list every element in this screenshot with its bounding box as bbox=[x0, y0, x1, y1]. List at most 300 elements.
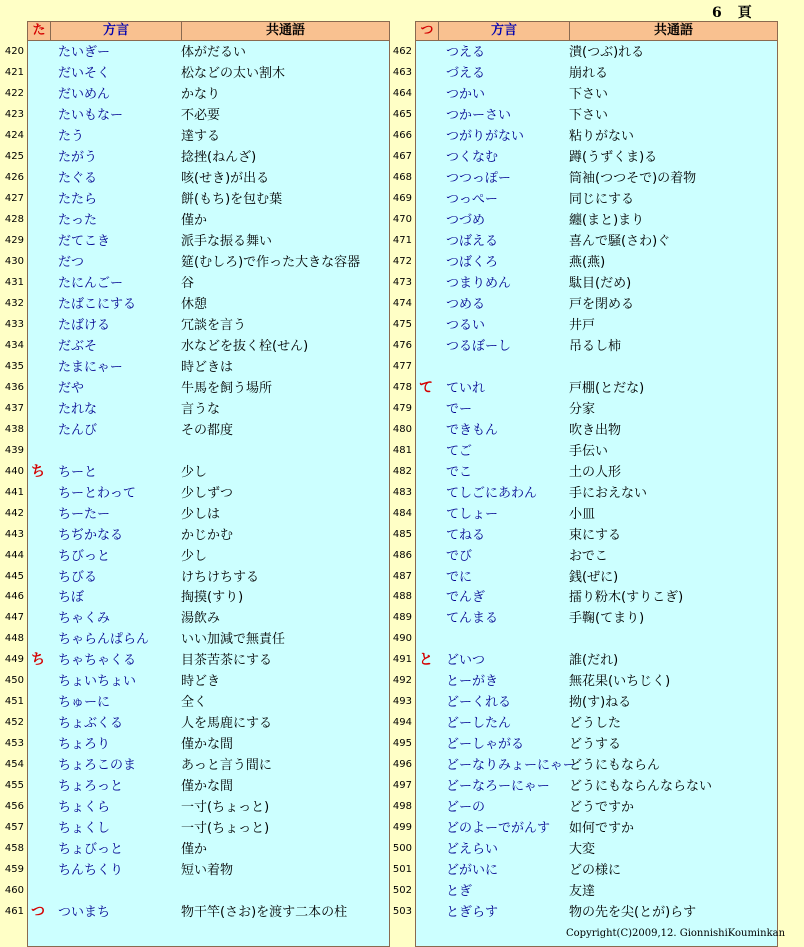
row-number: 458 bbox=[4, 843, 24, 855]
row-standard: 僅か bbox=[181, 212, 208, 228]
row-standard: 戸棚(とだな) bbox=[569, 380, 645, 396]
row-dialect: とーがき bbox=[446, 674, 499, 690]
row-dialect: つづめ bbox=[446, 212, 486, 228]
table-row bbox=[27, 168, 390, 189]
table-row bbox=[415, 42, 778, 63]
row-number: 449 bbox=[4, 654, 24, 666]
table-row bbox=[27, 671, 390, 692]
row-number: 471 bbox=[392, 234, 412, 246]
row-standard: 言うな bbox=[181, 401, 221, 417]
row-number: 485 bbox=[392, 528, 412, 540]
row-standard: 少し bbox=[181, 464, 208, 480]
row-number: 468 bbox=[392, 171, 412, 183]
table-row bbox=[27, 818, 390, 839]
row-number: 453 bbox=[4, 738, 24, 750]
row-standard: 銭(ぜに) bbox=[569, 569, 619, 585]
table-row bbox=[27, 399, 390, 420]
row-number: 491 bbox=[392, 654, 412, 666]
row-standard: 駄目(だめ) bbox=[569, 275, 632, 291]
table-row bbox=[27, 336, 390, 357]
table-row bbox=[415, 818, 778, 839]
row-standard: 松などの太い割木 bbox=[181, 65, 286, 81]
row-number: 444 bbox=[4, 549, 24, 561]
row-standard: 人を馬鹿にする bbox=[181, 716, 273, 732]
row-dialect: ちゅーに bbox=[58, 695, 111, 711]
row-standard: 咳(せき)が出る bbox=[181, 170, 270, 186]
row-number: 462 bbox=[392, 46, 412, 57]
row-dialect: つえる bbox=[446, 45, 486, 60]
row-number: 467 bbox=[392, 150, 412, 162]
table-row bbox=[27, 420, 390, 441]
row-kana: つ bbox=[31, 904, 45, 921]
row-standard: 誰(だれ) bbox=[569, 653, 619, 669]
table-row bbox=[27, 692, 390, 713]
table-row bbox=[415, 210, 778, 231]
row-dialect: ちょろこのま bbox=[58, 758, 137, 774]
table-row bbox=[27, 294, 390, 315]
table-row bbox=[27, 504, 390, 525]
row-standard: 少しずつ bbox=[181, 485, 234, 501]
row-dialect: だいそく bbox=[58, 65, 111, 81]
row-number: 437 bbox=[4, 402, 24, 414]
table-row bbox=[415, 462, 778, 483]
row-dialect: たばける bbox=[58, 317, 111, 333]
row-standard: かじかむ bbox=[181, 527, 234, 543]
table-row bbox=[27, 567, 390, 588]
row-number: 425 bbox=[4, 150, 24, 162]
row-standard: 手伝い bbox=[569, 443, 609, 459]
table-row bbox=[415, 399, 778, 420]
row-standard: あっと言う間に bbox=[181, 758, 272, 774]
row-standard: どの様に bbox=[569, 863, 622, 879]
row-number: 502 bbox=[392, 885, 412, 897]
row-standard: 目茶苦茶にする bbox=[181, 653, 273, 669]
row-standard: 小皿 bbox=[569, 506, 596, 522]
table-row bbox=[27, 441, 390, 462]
row-dialect: ちゃくみ bbox=[58, 611, 111, 627]
row-standard: 筒袖(つつそで)の着物 bbox=[569, 170, 697, 186]
row-number: 439 bbox=[4, 444, 24, 456]
row-number: 452 bbox=[4, 717, 24, 729]
right-header-dialect: 方言 bbox=[439, 22, 570, 40]
table-row bbox=[27, 231, 390, 252]
row-standard: 井戸 bbox=[569, 317, 596, 333]
row-standard: 擂り粉木(すりこぎ) bbox=[569, 590, 684, 606]
row-dialect: たう bbox=[58, 128, 85, 144]
row-dialect: ちょくし bbox=[58, 821, 111, 837]
row-number: 482 bbox=[392, 465, 412, 477]
row-dialect: どーなりみょーにゃー bbox=[446, 758, 576, 774]
row-number: 438 bbox=[4, 423, 24, 435]
row-number: 441 bbox=[4, 486, 24, 498]
row-dialect: たまにゃー bbox=[58, 359, 123, 375]
row-dialect: つまりめん bbox=[446, 275, 512, 291]
table-row bbox=[415, 546, 778, 567]
row-dialect: つばえる bbox=[446, 233, 499, 249]
row-dialect: とぎらす bbox=[446, 905, 499, 921]
row-standard: 無花果(いちじく) bbox=[569, 674, 671, 690]
row-standard: どうした bbox=[569, 716, 622, 732]
table-row bbox=[415, 504, 778, 525]
table-row bbox=[415, 294, 778, 315]
row-number: 445 bbox=[4, 570, 24, 582]
row-number: 480 bbox=[392, 423, 412, 435]
row-standard: おでこ bbox=[569, 548, 608, 564]
row-dialect: づえる bbox=[446, 65, 486, 81]
row-dialect: ついまち bbox=[58, 905, 111, 921]
table-row bbox=[27, 881, 390, 902]
row-number: 450 bbox=[4, 675, 24, 687]
row-number: 440 bbox=[4, 465, 24, 477]
row-standard: 喜んで騒(さわ)ぐ bbox=[569, 233, 671, 249]
table-row bbox=[415, 881, 778, 902]
row-number: 451 bbox=[4, 696, 24, 708]
row-dialect: どいつ bbox=[446, 653, 486, 669]
table-row bbox=[27, 902, 390, 923]
row-standard: 粘りがない bbox=[569, 128, 635, 144]
row-dialect: たぐる bbox=[58, 170, 98, 186]
row-number: 420 bbox=[4, 46, 24, 57]
table-row bbox=[27, 483, 390, 504]
row-dialect: どえらい bbox=[446, 842, 499, 858]
table-row bbox=[415, 567, 778, 588]
row-dialect: たいぎー bbox=[58, 45, 111, 60]
row-dialect: だや bbox=[58, 380, 85, 396]
table-row bbox=[27, 105, 390, 126]
table-row bbox=[415, 84, 778, 105]
table-row bbox=[415, 608, 778, 629]
table-row bbox=[27, 126, 390, 147]
row-standard: 僅かな間 bbox=[181, 737, 234, 753]
row-dialect: つるぼーし bbox=[446, 338, 512, 354]
row-standard: 物干竿(さお)を渡す二本の柱 bbox=[181, 905, 348, 921]
table-row bbox=[415, 629, 778, 650]
row-dialect: ちーたー bbox=[58, 506, 111, 522]
row-standard: 体がだるい bbox=[181, 45, 247, 60]
row-standard: 燕(燕) bbox=[569, 254, 606, 270]
row-dialect: だてこき bbox=[58, 233, 111, 249]
page-unit: 頁 bbox=[737, 5, 754, 21]
row-number: 457 bbox=[4, 822, 24, 834]
table-row bbox=[415, 231, 778, 252]
row-number: 490 bbox=[392, 633, 412, 645]
table-row bbox=[27, 252, 390, 273]
table-row bbox=[415, 776, 778, 797]
row-standard: 大変 bbox=[569, 842, 596, 858]
table-row bbox=[415, 713, 778, 734]
row-number: 422 bbox=[4, 87, 24, 99]
row-standard: 派手な振る舞い bbox=[181, 233, 273, 249]
row-number: 421 bbox=[4, 66, 24, 78]
row-dialect: だつ bbox=[58, 254, 85, 270]
row-number: 476 bbox=[392, 339, 412, 351]
row-number: 465 bbox=[392, 108, 412, 120]
row-number: 459 bbox=[4, 864, 24, 876]
table-row bbox=[415, 168, 778, 189]
row-dialect: つっぺー bbox=[446, 191, 498, 207]
row-standard: 一寸(ちょっと) bbox=[181, 800, 270, 816]
row-number: 424 bbox=[4, 129, 24, 141]
row-number: 486 bbox=[392, 549, 412, 561]
row-standard: 一寸(ちょっと) bbox=[181, 821, 270, 837]
table-row bbox=[27, 315, 390, 336]
row-dialect: つくなむ bbox=[446, 149, 499, 165]
row-standard: けちけちする bbox=[181, 569, 260, 585]
row-number: 436 bbox=[4, 381, 24, 393]
row-dialect: つかい bbox=[446, 86, 486, 102]
row-standard: 下さい bbox=[569, 86, 609, 102]
table-row bbox=[415, 105, 778, 126]
row-dialect: とぎ bbox=[446, 884, 473, 900]
row-number: 493 bbox=[392, 696, 412, 708]
row-number: 494 bbox=[392, 717, 412, 729]
left-header-dialect: 方言 bbox=[51, 22, 182, 40]
row-number: 448 bbox=[4, 633, 24, 645]
row-standard: 土の人形 bbox=[569, 464, 622, 480]
row-number: 488 bbox=[392, 591, 412, 603]
left-header-kana: た bbox=[28, 22, 51, 40]
table-row bbox=[415, 420, 778, 441]
row-dialect: でこ bbox=[446, 464, 473, 480]
row-standard: 牛馬を飼う場所 bbox=[181, 380, 273, 396]
row-standard: 吊るし柿 bbox=[569, 338, 622, 354]
table-row bbox=[415, 441, 778, 462]
table-row bbox=[27, 734, 390, 755]
row-standard: 全く bbox=[181, 695, 208, 711]
table-row bbox=[27, 42, 390, 63]
right-table-header bbox=[415, 21, 778, 41]
right-header-standard: 共通語 bbox=[653, 23, 693, 38]
table-row bbox=[415, 902, 778, 923]
row-number: 500 bbox=[392, 843, 412, 855]
row-standard: 休憩 bbox=[181, 296, 208, 312]
table-row bbox=[415, 63, 778, 84]
row-dialect: どーくれる bbox=[446, 695, 512, 711]
row-standard: 僅かな間 bbox=[181, 779, 234, 795]
row-dialect: どーしたん bbox=[446, 716, 512, 732]
row-dialect: でんぎ bbox=[446, 590, 486, 606]
row-number: 431 bbox=[4, 276, 24, 288]
row-number: 503 bbox=[392, 906, 412, 918]
row-dialect: ちょいちょい bbox=[58, 674, 137, 690]
row-number: 497 bbox=[392, 780, 412, 792]
row-standard: 蹲(うずくま)る bbox=[569, 149, 658, 165]
row-kana: ち bbox=[31, 652, 45, 669]
table-row bbox=[415, 147, 778, 168]
table-row bbox=[415, 525, 778, 546]
row-standard: 水などを抜く栓(せん) bbox=[181, 338, 309, 354]
row-standard: 湯飲み bbox=[181, 611, 221, 627]
row-dialect: どーなろーにゃー bbox=[446, 779, 550, 795]
row-dialect: どのよーでがんす bbox=[446, 821, 551, 837]
row-standard: 潰(つぶ)れる bbox=[569, 45, 645, 60]
row-dialect: でー bbox=[446, 401, 473, 417]
row-number: 501 bbox=[392, 864, 412, 876]
row-dialect: どがいに bbox=[446, 863, 499, 879]
row-dialect: ていれ bbox=[446, 380, 486, 396]
row-kana: と bbox=[419, 652, 433, 669]
row-number: 429 bbox=[4, 234, 24, 246]
row-dialect: たれな bbox=[58, 401, 98, 417]
row-number: 426 bbox=[4, 171, 24, 183]
row-standard: 冗談を言う bbox=[181, 317, 247, 333]
row-standard: 下さい bbox=[569, 107, 609, 123]
row-dialect: ちゃらんぱらん bbox=[58, 632, 150, 648]
table-row bbox=[27, 63, 390, 84]
row-standard: 少し bbox=[181, 548, 208, 564]
row-number: 469 bbox=[392, 192, 412, 204]
row-number: 496 bbox=[392, 759, 412, 771]
row-number: 495 bbox=[392, 738, 412, 750]
row-number: 473 bbox=[392, 276, 412, 288]
table-row bbox=[27, 378, 390, 399]
table-row bbox=[27, 650, 390, 671]
row-number: 423 bbox=[4, 108, 24, 120]
row-number: 483 bbox=[392, 486, 412, 498]
row-dialect: たった bbox=[58, 212, 98, 228]
row-standard: 拗(す)ねる bbox=[569, 695, 632, 711]
row-dialect: てねる bbox=[446, 527, 486, 543]
left-header-standard: 共通語 bbox=[265, 23, 305, 38]
row-kana: ち bbox=[31, 463, 45, 480]
row-standard: 達する bbox=[181, 128, 221, 144]
table-row bbox=[415, 797, 778, 818]
row-dialect: どーの bbox=[446, 800, 486, 816]
row-standard: 短い着物 bbox=[181, 863, 234, 879]
table-row bbox=[415, 839, 778, 860]
row-dialect: ちょぶくる bbox=[58, 716, 124, 732]
row-standard: 吹き出物 bbox=[569, 422, 622, 438]
row-standard: 不必要 bbox=[181, 107, 221, 123]
row-number: 498 bbox=[392, 801, 412, 813]
table-row bbox=[27, 462, 390, 483]
row-standard: どうですか bbox=[569, 800, 635, 816]
table-row bbox=[27, 839, 390, 860]
row-number: 481 bbox=[392, 444, 412, 456]
copyright: Copyright(C)2009,12. GionnishiKouminkan bbox=[566, 928, 786, 939]
row-standard: 同じにする bbox=[569, 191, 635, 207]
row-number: 432 bbox=[4, 297, 24, 309]
row-number: 460 bbox=[4, 885, 24, 897]
table-row bbox=[415, 860, 778, 881]
table-row bbox=[415, 357, 778, 378]
row-standard: 餅(もち)を包む葉 bbox=[181, 191, 283, 207]
row-dialect: つがりがない bbox=[446, 128, 525, 144]
row-dialect: ちょろり bbox=[58, 737, 111, 753]
page-number bbox=[712, 2, 754, 22]
row-dialect: ちーとわって bbox=[58, 485, 136, 501]
row-dialect: てしごにあわん bbox=[446, 485, 538, 501]
row-standard: いい加減で無責任 bbox=[181, 632, 286, 648]
right-header-kana: つ bbox=[416, 22, 439, 40]
row-standard: 束にする bbox=[569, 527, 622, 543]
table-row bbox=[415, 755, 778, 776]
row-number: 487 bbox=[392, 570, 412, 582]
row-standard: 時どき bbox=[181, 674, 221, 690]
row-standard: 時どきは bbox=[181, 359, 234, 375]
table-row bbox=[27, 546, 390, 567]
table-row bbox=[415, 692, 778, 713]
row-standard: かなり bbox=[181, 86, 221, 102]
row-standard: 谷 bbox=[181, 275, 195, 291]
table-row bbox=[27, 797, 390, 818]
row-dialect: ちょろっと bbox=[58, 779, 124, 795]
row-dialect: どーしゃがる bbox=[446, 737, 525, 753]
row-number: 442 bbox=[4, 507, 24, 519]
row-dialect: ちゃちゃくる bbox=[58, 653, 137, 669]
table-row bbox=[27, 273, 390, 294]
row-number: 427 bbox=[4, 192, 24, 204]
row-dialect: つめる bbox=[446, 296, 486, 312]
row-standard: 掏摸(すり) bbox=[181, 590, 244, 606]
row-dialect: たいもなー bbox=[58, 107, 124, 123]
table-row bbox=[415, 273, 778, 294]
row-dialect: ちぼ bbox=[58, 590, 85, 606]
page-number-value: 6 bbox=[712, 5, 724, 21]
left-table-header bbox=[27, 21, 390, 41]
row-dialect: だぶそ bbox=[58, 338, 98, 354]
row-number: 475 bbox=[392, 318, 412, 330]
row-number: 472 bbox=[392, 255, 412, 267]
row-number: 463 bbox=[392, 66, 412, 78]
row-dialect: つかーさい bbox=[446, 107, 512, 123]
row-standard: 戸を閉める bbox=[569, 296, 635, 312]
row-dialect: ちんちくり bbox=[58, 863, 124, 879]
row-dialect: ちょくら bbox=[58, 800, 111, 816]
row-number: 455 bbox=[4, 780, 24, 792]
row-number: 456 bbox=[4, 801, 24, 813]
row-number: 447 bbox=[4, 612, 24, 624]
row-dialect: でび bbox=[446, 548, 473, 564]
table-row bbox=[27, 860, 390, 881]
row-dialect: たにんごー bbox=[58, 275, 124, 291]
row-number: 434 bbox=[4, 339, 24, 351]
row-standard: その都度 bbox=[181, 422, 234, 438]
row-number: 461 bbox=[4, 906, 24, 918]
row-number: 446 bbox=[4, 591, 24, 603]
row-number: 492 bbox=[392, 675, 412, 687]
row-number: 477 bbox=[392, 360, 412, 372]
table-row bbox=[27, 84, 390, 105]
row-dialect: たばこにする bbox=[58, 296, 137, 312]
row-number: 470 bbox=[392, 213, 412, 225]
row-number: 489 bbox=[392, 612, 412, 624]
row-dialect: ちびっと bbox=[58, 548, 111, 564]
row-standard: 手におえない bbox=[569, 485, 648, 501]
table-row bbox=[415, 650, 778, 671]
table-row bbox=[415, 483, 778, 504]
row-number: 466 bbox=[392, 129, 412, 141]
row-number: 433 bbox=[4, 318, 24, 330]
row-standard: 物の先を尖(とが)らす bbox=[569, 905, 697, 921]
row-dialect: てんまる bbox=[446, 611, 499, 627]
row-number: 454 bbox=[4, 759, 24, 771]
row-standard: 崩れる bbox=[569, 65, 609, 81]
table-row bbox=[27, 629, 390, 650]
row-standard: 僅か bbox=[181, 842, 208, 858]
table-row bbox=[27, 147, 390, 168]
table-row bbox=[415, 378, 778, 399]
row-standard: どうにもならん bbox=[569, 758, 661, 774]
table-row bbox=[27, 587, 390, 608]
table-row bbox=[27, 357, 390, 378]
table-row bbox=[27, 525, 390, 546]
row-number: 479 bbox=[392, 402, 412, 414]
table-row bbox=[27, 755, 390, 776]
row-dialect: ちょびっと bbox=[58, 842, 124, 858]
row-dialect: できもん bbox=[446, 422, 499, 438]
row-standard: 少しは bbox=[181, 506, 221, 522]
